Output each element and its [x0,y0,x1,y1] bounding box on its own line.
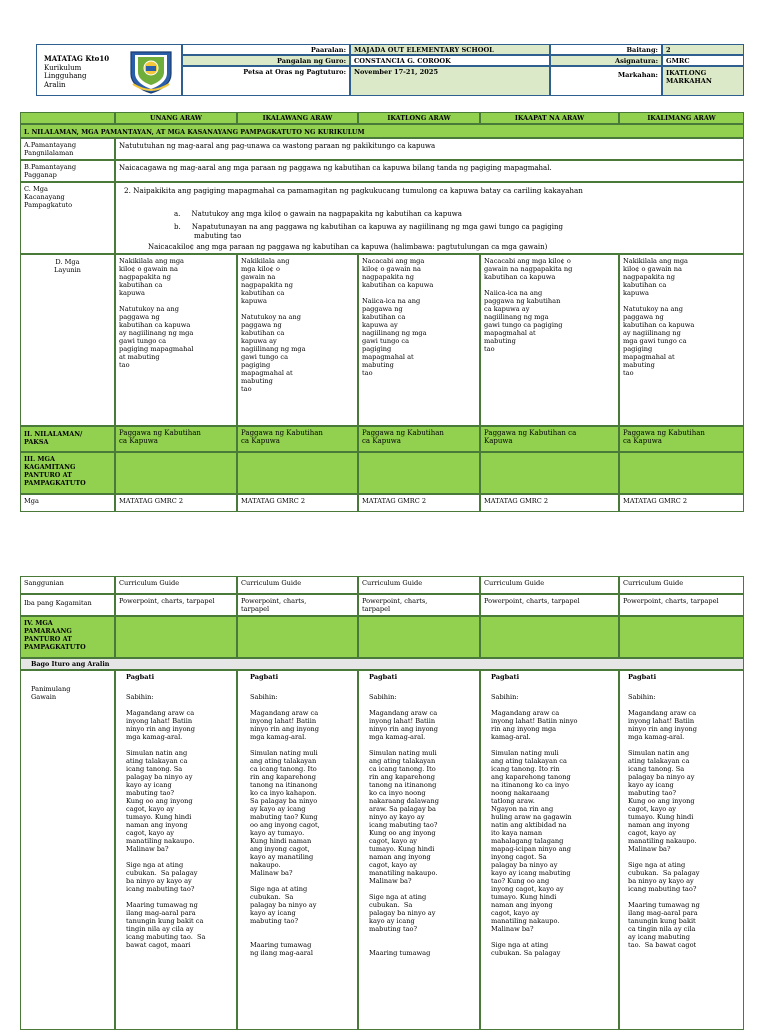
day-header-4: IKAAPAT NA ARAW [480,112,619,124]
mga-day-1: MATATAG GMRC 2 [115,494,237,512]
layunin-day-2: Nakikilala ang mga kilo¢ o gawain na nagpapakita ng kabutihan ca kapuwa Natutukoy na ang paggawa ng kabutihan ca kapuwa ay nagiilinang ng mga gawi tungo ca pagiging mapagmahal at mabuting tao [237,254,358,426]
layunin-day-4: Nacacabi ang mga kilo¢ o gawain na nagpapakita ng kabutihan ca kapuwa Naiica-ica na ang paggawa ng kabutihan ca kapuwa ay nagiilinang ng mga gawi tungo ca pagiging mapagmahal at mabuting tao [480,254,619,426]
kasanayan-b: b. Napatutunayan na ang paggawa ng kabutihan ca kapuwa ay nagiilinang ng mga gawi tungo ca pagiging mabuting tao [174,223,564,240]
kasanayan-a: a. Natutukoy ang mga kilo¢ o gawain na nagpapakita ng kabutihan ca kapuwa [174,210,462,218]
panimula-body: Sabihin: Magandang araw ca inyong lahat! Batiin ninyo rin ang inyong mga kamag-aral. Simulan nating muli ang ating talakayan ca icang tanong. Ito rin ang kaparehong tanong na itinanong ko ca inyo kahapon. Sa palagay ba ninyo ay kayo ay icang mabuting tao? Kung oo ang inyong cagot, kayo ay tumayo. Kung hindi naman ang inyong cagot, kayo ay manatiling nakaupo. Malinaw ba? Sige nga at ating cubukan. Sa palagay ba ninyo ay kayo ay icang mabuting tao? Maaring tumawag ng ilang mag-aaral [250,693,320,957]
mga-day-3: MATATAG GMRC 2 [358,494,480,512]
paaralan-value: MAJADA OUT ELEMENTARY SCHOOL [354,46,494,54]
panimula-body: Sabihin: Magandang araw ca inyong lahat! Batiin ninyo rin ang inyong mga kamag-aral. Simulan natin ang ating talakayan ca icang tanong. Sa palagay ba ninyo ay kayo ay icang mabuting tao? Kung oo ang inyong cagot, kayo ay tumayo. Kung hindi naman ang inyong cagot, kayo ay manatiling nakaupo. Malinaw ba? Sige nga at ating cubukan. Sa palagay ba ninyo ay kayo ay icang mabuting tao? Maaring tumawag ng ilang mag-aaral para tanungin kung bakit ca tingin nila ay cila ay icang mabuting tao. Sa bawat cagot [628,693,700,949]
kasanayang-pampagkatuto-text [115,182,744,254]
asignatura-label: Asignatura: [614,57,658,65]
kagamitan-day-1 [115,452,237,494]
markahan-value-cell [662,66,744,96]
asignatura-value-cell [662,55,744,66]
header-title: MATATAG Kto10 Kurikulum Lingguhang Aralin [44,54,110,89]
petsa-value: November 17-21, 2025 [354,68,439,76]
baitang-value: 2 [666,46,671,54]
markahan-label: Markahan: [617,71,658,79]
pagbati-heading: Pagbati [628,673,657,681]
baitang-label: Baitang: [626,46,658,54]
day-header-2: IKALAWANG ARAW [237,112,358,124]
pamaraan-day-4 [480,616,619,658]
iba-day-4: Powerpoint, charts, tarpapel [480,594,619,616]
baitang-value-cell [662,44,744,55]
panimula-day-3 [358,670,480,1030]
sanggunian-day-3: Curriculum Guide [358,576,480,594]
pamaraan-day-3 [358,616,480,658]
kagamitan-day-3 [358,452,480,494]
asignatura-label-cell [550,55,662,66]
baitang-label-cell [550,44,662,55]
guro-value: CONSTANCIA G. COROOK [354,57,451,65]
pagbati-heading: Pagbati [126,673,155,681]
day-header-5: IKALIMANG ARAW [619,112,744,124]
sanggunian-day-2: Curriculum Guide [237,576,358,594]
pamaraan-day-5 [619,616,744,658]
kagamitan-label: III. MGA KAGAMITANG PANTURO AT PAMPAGKATUTO [20,452,115,494]
kasanayan-main: 2. Naipakikita ang pagiging mapagmahal ca pamamagitan ng pagkukucang tumulong ca kapuwa batay ca cariling kakayahan [124,186,583,195]
pamaraan-day-2 [237,616,358,658]
petsa-label-cell [182,66,350,96]
guro-label-cell [182,55,350,66]
markahan-value: IKATLONG MARKAHAN [666,69,712,85]
sanggunian-day-4: Curriculum Guide [480,576,619,594]
school-seal-icon [127,48,175,94]
paksa-day-2: Paggawa ng Kabutihan ca Kapuwa [237,426,358,452]
pamaraan-day-1 [115,616,237,658]
mga-day-4: MATATAG GMRC 2 [480,494,619,512]
layunin-day-3: Nacacabi ang mga kilo¢ o gawain na nagpapakita ng kabutihan ca kapuwa Naiica-ica na ang paggawa ng kabutihan ca kapuwa ay nagiilinang ng mga gawi tungo ca pagiging mapagmahal at mabuting tao [358,254,480,426]
pagbati-heading: Pagbati [369,673,398,681]
panimula-body: Sabihin: Magandang araw ca inyong lahat! Batiin ninyo rin ang inyong mga kamag-aral. Simulan natin ang ating talakayan ca icang tanong. Sa palagay ba ninyo ay kayo ay icang mabuting tao? Kung oo ang inyong cagot, kayo ay tumayo. Kung hindi naman ang inyong cagot, kayo ay manatiling nakaupo. Malinaw ba? Sige nga at ating cubukan. Sa palagay ba ninyo ay kayo ay icang mabuting tao? Maaring tumawag ng ilang mag-aaral para tanungin kung bakit ca tingin nila ay cila ay icang mabuting tao. Sa bawat cagot, maari [126,693,206,949]
iba-day-5: Powerpoint, charts, tarpapel [619,594,744,616]
sanggunian-day-5: Curriculum Guide [619,576,744,594]
paksa-day-1: Paggawa ng Kabutihan ca Kapuwa [115,426,237,452]
panimula-body: Sabihin: Magandang araw ca inyong lahat! Batiin ninyo rin ang inyong mga kamag-aral. Simulan nating muli ang ating talakayan ca icang tanong. Ito rin ang kaparehong tanong na itinanong ko ca inyo noong nakaraang tatlong araw. Ngayon na rin ang huling araw na gagawin natin ang aktibidad na ito kaya naman mahalagang talagang mapag-icipan ninyo ang inyong cagot. Sa palagay ba ninyo ay kayo ay icang mabuting tao? Kung oo ang inyong cagot, kayo ay tumayo. Kung hindi naman ang inyong cagot, kayo ay manatiling nakaupo. Malinaw ba? Sige nga at ating cubukan. Sa palagay [491,693,578,957]
mga-day-5: MATATAG GMRC 2 [619,494,744,512]
section1-title: I. NILALAMAN, MGA PAMANTAYAN, AT MGA KASANAYANG PAMPAGKATUTO NG KURIKULUM [20,124,744,138]
layunin-day-5: Nakikilala ang mga kilo¢ o gawain na nagpapakita ng kabutihan ca kapuwa Natutukoy na ang paggawa ng kabutihan ca kapuwa ay nagiilinang ng mga gawi tungo ca pagiging mapagmahal at mabuting tao [619,254,744,426]
kasanayang-pampagkatuto-label: C. Mga Kacanayang Pampagkatuto [20,182,115,254]
kagamitan-day-4 [480,452,619,494]
panimula-day-1 [115,670,237,1030]
pamantayang-pangnilalaman-text: Natututuhan ng mag-aaral ang pag-unawa ca wastong paraan ng pakikitungo ca kapuwa [115,138,744,160]
pagbati-heading: Pagbati [491,673,520,681]
iba-day-3: Powerpoint, charts, tarpapel [358,594,480,616]
bago-ituro-row: Bago Ituro ang Aralin [20,658,744,670]
petsa-value-cell [350,66,550,96]
markahan-label-cell [550,66,662,96]
pamantayang-pangnilalaman-label: A.Pamantayang Pangnilalaman [20,138,115,160]
kasanayan-c: Naicacakilo¢ ang mga paraan ng paggawa ng kabutihan ca kapuwa (halimbawa: pagtutulungan ca mga gawain) [148,243,548,251]
petsa-label: Petsa at Oras ng Pagtuturo: [243,68,346,76]
iba-day-2: Powerpoint, charts, tarpapel [237,594,358,616]
paksa-day-5: Paggawa ng Kabutihan ca Kapuwa [619,426,744,452]
paaralan-label-cell [182,44,350,55]
day-header-blank [20,112,115,124]
day-header-1: UNANG ARAW [115,112,237,124]
paksa-day-4: Paggawa ng Kabutihan ca Kapuwa [480,426,619,452]
sanggunian-day-1: Curriculum Guide [115,576,237,594]
panimula-day-4 [480,670,619,1030]
panimula-body: Sabihin: Magandang araw ca inyong lahat! Batiin ninyo rin ang inyong mga kamag-aral. Simulan nating muli ang ating talakayan ca icang tanong. Ito rin ang kaparehong tanong na itinanong ko ca inyo noong nakaraang dalawang araw. Sa palagay ba ninyo ay kayo ay icang mabuting tao? Kung oo ang inyong cagot, kayo ay tumayo. Kung hindi naman ang inyong cagot, kayo ay manatiling nakaupo. Malinaw ba? Sige nga at ating cubukan. Sa palagay ba ninyo ay kayo ay icang mabuting tao? Maaring tumawag [369,693,439,957]
layunin-label: D. Mga Layunin [20,254,115,426]
asignatura-value: GMRC [666,57,690,65]
paksa-day-3: Paggawa ng Kabutihan ca Kapuwa [358,426,480,452]
pagbati-heading: Pagbati [250,673,279,681]
day-header-3: IKATLONG ARAW [358,112,480,124]
layunin-day-1: Nakikilala ang mga kilo¢ o gawain na nagpapakita ng kabutihan ca kapuwa Natutukoy na ang paggawa ng kabutihan ca kapuwa ay nagiilinang ng mga gawi tungo ca pagiging mapagmahal at mabuting tao [115,254,237,426]
panimulang-gawain-label: Panimulang Gawain [20,670,115,1030]
guro-label: Pangalan ng Guro: [276,57,346,65]
paaralan-value-cell [350,44,550,55]
nilalaman-paksa-label: II. NILALAMAN/ PAKSA [20,426,115,452]
pamaraang-panturo-label: IV. MGA PAMARAANG PANTURO AT PAMPAGKATUTO [20,616,115,658]
mga-label: Mga [20,494,115,512]
mga-day-2: MATATAG GMRC 2 [237,494,358,512]
header-title-box [36,44,182,96]
paaralan-label: Paaralan: [310,46,346,54]
kagamitan-day-2 [237,452,358,494]
panimula-day-2 [237,670,358,1030]
sanggunian-label: Sanggunian [20,576,115,594]
iba-day-1: Powerpoint, charts, tarpapel [115,594,237,616]
guro-value-cell [350,55,550,66]
panimula-day-5 [619,670,744,1030]
iba-pang-kagamitan-label: Iba pang Kagamitan [20,594,115,616]
pamantayang-pagganap-text: Naicacagawa ng mag-aaral ang mga paraan ng paggawa ng kabutihan ca kapuwa bilang tanda ng pagiging mapagmahal. [115,160,744,182]
kagamitan-day-5 [619,452,744,494]
pamantayang-pagganap-label: B.Pamantayang Pagganap [20,160,115,182]
